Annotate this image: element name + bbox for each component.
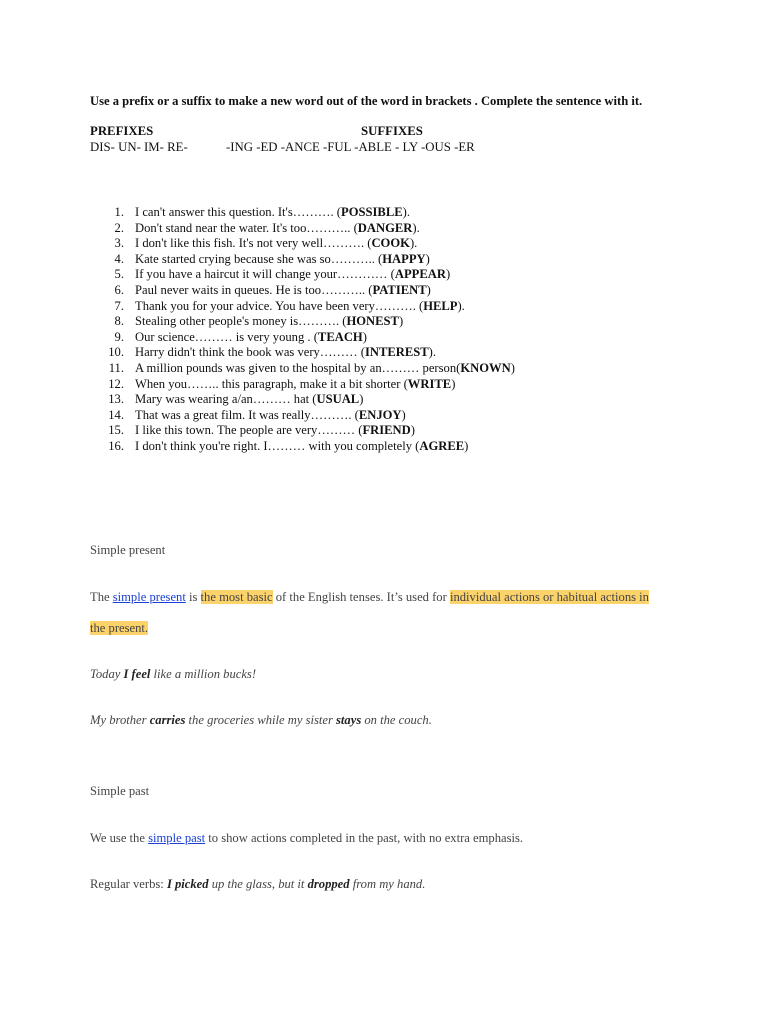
- exercise-number: 14.: [108, 407, 124, 422]
- exercise-text: I can't answer this question. It's………. (: [135, 205, 342, 219]
- rv-bold-1: I picked: [166, 877, 209, 891]
- exercise-sentence: [135, 330, 367, 346]
- sp-highlight-most-basic: the most basic: [200, 590, 273, 604]
- exercise-base-word: USUAL: [316, 392, 360, 407]
- exercise-sentence: [135, 361, 515, 377]
- exercise-closing: ): [451, 376, 456, 391]
- exercise-base-word: PATIENT: [372, 282, 427, 297]
- exercise-sentence: [135, 377, 455, 393]
- regular-verbs-label: Regular verbs:: [90, 877, 167, 891]
- exercise-base-word: HAPPY: [382, 251, 426, 266]
- exercise-number: 1.: [114, 205, 124, 219]
- exercise-text: Paul never waits in queues. He is too……….. (: [135, 282, 373, 297]
- exercise-number: 4.: [114, 251, 124, 266]
- exercise-number: 12.: [108, 376, 124, 391]
- exercise-base-word: HONEST: [346, 314, 399, 329]
- exercise-text: I like this town. The people are very……… (: [135, 423, 363, 438]
- sp-highlight-actions-a: individual actions or habitual actions in: [449, 590, 649, 604]
- exercise-base-word: ENJOY: [358, 407, 402, 422]
- exercise-base-word: HELP: [423, 298, 458, 313]
- exercise-number: 10.: [108, 345, 124, 360]
- exercise-base-word: INTEREST: [364, 345, 429, 360]
- exercise-text: A million pounds was given to the hospital by an……… person(: [135, 360, 461, 375]
- prefixes-heading: PREFIXES: [90, 124, 154, 138]
- suffix-list: -ING -ED -ANCE -FUL -ABLE - LY -OUS -ER: [226, 140, 475, 154]
- exercise-base-word: POSSIBLE: [341, 205, 403, 219]
- exercise-sentence: [135, 236, 417, 252]
- simple-past-link[interactable]: simple past: [148, 831, 206, 845]
- exercise-sentence: [135, 252, 430, 268]
- sp-text-start: The: [90, 590, 113, 604]
- exercise-text: Thank you for your advice. You have been very………. (: [135, 298, 424, 313]
- exercise-sentence: [135, 267, 450, 283]
- exercise-text: I don't like this fish. It's not very well………. (: [135, 236, 372, 251]
- exercise-closing: ).: [428, 345, 437, 360]
- prefix-list: DIS- UN- IM- RE-: [90, 140, 188, 154]
- simple-present-link[interactable]: simple present: [112, 590, 186, 604]
- exercise-base-word: DANGER: [357, 220, 413, 235]
- exercise-closing: ): [410, 423, 415, 438]
- simple-past-regular-verbs: [90, 877, 425, 892]
- exercise-text: Mary was wearing a/an……… hat (: [135, 392, 317, 407]
- sp-highlight-actions-b: the present.: [90, 621, 149, 635]
- exercise-base-word: KNOWN: [460, 360, 511, 375]
- suffixes-heading: SUFFIXES: [361, 124, 423, 138]
- exercise-sentence: [135, 345, 436, 361]
- spast-text-end: to show actions completed in the past, with no extra emphasis.: [205, 831, 524, 845]
- exercise-closing: ): [425, 251, 430, 266]
- simple-present-example-2: [90, 713, 432, 728]
- exercise-closing: ): [426, 282, 431, 297]
- simple-past-paragraph: [90, 831, 523, 846]
- ex2-part-d: stays: [336, 713, 362, 727]
- ex1-part-a: Today: [90, 667, 124, 681]
- exercise-base-word: WRITE: [407, 376, 452, 391]
- ex2-part-b: carries: [149, 713, 186, 727]
- exercise-closing: ): [398, 314, 404, 329]
- exercise-text: Stealing other people's money is………. (: [135, 314, 347, 329]
- exercise-text: That was a great film. It was really………. (: [135, 407, 359, 422]
- exercise-sentence: [135, 439, 468, 455]
- exercise-number: 6.: [114, 282, 124, 297]
- exercise-text: Kate started crying because she was so……….. (: [135, 251, 383, 266]
- exercise-sentence: [135, 408, 406, 424]
- regular-verbs-example: [167, 877, 425, 891]
- exercise-base-word: AGREE: [419, 438, 465, 453]
- exercise-text: Harry didn't think the book was very……… (: [135, 345, 365, 360]
- exercise-number: 3.: [114, 236, 124, 251]
- simple-present-example-1: [90, 667, 256, 682]
- ex2-part-a: My brother: [90, 713, 150, 727]
- exercise-number: 15.: [108, 423, 124, 438]
- exercise-number: 8.: [114, 314, 124, 329]
- exercise-text: If you have a haircut it will change your………… (: [135, 267, 395, 282]
- simple-present-paragraph-cont: [90, 621, 148, 636]
- exercise-base-word: COOK: [371, 236, 410, 251]
- exercise-text: Don't stand near the water. It's too……….. (: [135, 220, 358, 235]
- exercise-number: 5.: [114, 267, 124, 282]
- exercise-base-word: TEACH: [317, 329, 363, 344]
- exercise-text: Our science……… is very young . (: [135, 329, 318, 344]
- exercise-closing: ): [362, 329, 367, 344]
- exercise-closing: ).: [409, 236, 418, 251]
- ex1-part-c: like a million bucks!: [150, 667, 257, 681]
- exercise-closing: ): [401, 407, 406, 422]
- exercise-base-word: APPEAR: [394, 267, 446, 282]
- exercise-closing: ): [359, 392, 364, 407]
- exercise-number: 16.: [108, 438, 124, 453]
- exercise-closing: ).: [402, 205, 410, 219]
- sp-text-is: is: [185, 590, 201, 604]
- exercise-number: 7.: [114, 298, 124, 313]
- sp-text-mid: of the English tenses. It’s used for: [272, 590, 450, 604]
- simple-present-heading: Simple present: [90, 543, 166, 557]
- rv-mid: up the glass, but it: [208, 877, 308, 891]
- exercise-text: I don't think you're right. I……… with you completely (: [135, 438, 420, 453]
- exercise-sentence: [135, 205, 410, 221]
- exercise-closing: ): [445, 267, 451, 282]
- exercise-base-word: FRIEND: [362, 423, 411, 438]
- exercise-closing: ).: [412, 220, 420, 235]
- simple-present-paragraph: [90, 590, 649, 605]
- ex2-part-e: on the couch.: [361, 713, 432, 727]
- exercise-sentence: [135, 392, 363, 408]
- exercise-sentence: [135, 221, 420, 237]
- exercise-sentence: [135, 283, 431, 299]
- ex2-part-c: the groceries while my sister: [185, 713, 337, 727]
- exercise-sentence: [135, 423, 415, 439]
- exercise-number: 2.: [114, 220, 124, 235]
- exercise-number: 9.: [114, 329, 124, 344]
- rv-bold-2: dropped: [307, 877, 350, 891]
- rv-end: from my hand.: [349, 877, 426, 891]
- exercise-closing: ): [464, 438, 469, 453]
- exercise-sentence: [135, 299, 465, 315]
- exercise-number: 11.: [108, 360, 124, 375]
- spast-text-start: We use the: [90, 831, 149, 845]
- simple-past-heading: Simple past: [90, 784, 150, 798]
- exercise-text: When you…….. this paragraph, make it a bit shorter (: [135, 376, 408, 391]
- instruction-text: Use a prefix or a suffix to make a new word out of the word in brackets . Complete the sentence with it.: [90, 94, 643, 108]
- exercise-sentence: [135, 314, 403, 330]
- exercise-closing: ).: [457, 298, 465, 313]
- exercise-number: 13.: [108, 392, 124, 407]
- ex1-part-b: I feel: [123, 667, 151, 681]
- exercise-closing: ): [510, 360, 515, 375]
